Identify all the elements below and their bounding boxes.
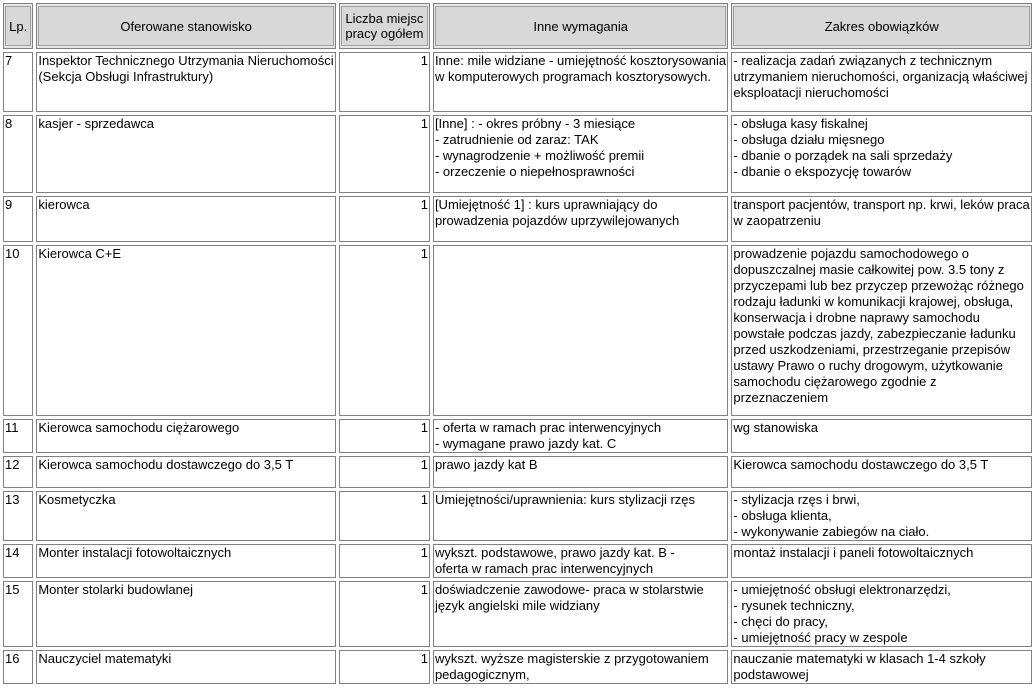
requirement-line: wykszt. wyższe magisterskie z przygotowaniem pedagogicznym, bbox=[434, 651, 709, 682]
duty-line: - chęci do pracy, bbox=[733, 614, 828, 629]
cell-requirements bbox=[433, 544, 728, 578]
requirement-line: Umiejętności/uprawnienia: kurs stylizacji rzęs bbox=[434, 492, 696, 507]
table-row bbox=[3, 491, 1032, 541]
cell-position: Kierowca samochodu ciężarowego bbox=[36, 419, 336, 453]
duty-line: - obsługa kasy fiskalnej bbox=[733, 116, 868, 131]
cell-lp: 12 bbox=[3, 456, 33, 488]
cell-position: Nauczyciel matematyki bbox=[36, 650, 336, 684]
cell-lp: 15 bbox=[3, 581, 33, 647]
cell-duties bbox=[731, 196, 1032, 242]
header-count: Liczba miejsc pracy ogółem bbox=[339, 3, 430, 49]
requirement-line: - zatrudnienie od zaraz: TAK bbox=[434, 132, 599, 147]
cell-position: Inspektor Technicznego Utrzymania Nieruchomości (Sekcja Obsługi Infrastruktury) bbox=[36, 52, 336, 112]
cell-lp: 10 bbox=[3, 245, 33, 416]
duty-line: - wykonywanie zabiegów na ciało. bbox=[733, 524, 930, 539]
cell-requirements bbox=[433, 245, 728, 416]
cell-position: Kierowca samochodu dostawczego do 3,5 T bbox=[36, 456, 336, 488]
cell-position: Kierowca C+E bbox=[36, 245, 336, 416]
cell-count: 1 bbox=[339, 650, 430, 684]
cell-requirements bbox=[433, 491, 728, 541]
duty-line: - obsługa działu mięsnego bbox=[733, 132, 885, 147]
table-row bbox=[3, 581, 1032, 647]
cell-duties bbox=[731, 115, 1032, 193]
duty-line: Kierowca samochodu dostawczego do 3,5 T bbox=[733, 457, 989, 472]
table-row bbox=[3, 245, 1032, 416]
table-row bbox=[3, 52, 1032, 112]
header-lp: Lp. bbox=[3, 3, 33, 49]
cell-requirements bbox=[433, 456, 728, 488]
cell-position: kierowca bbox=[36, 196, 336, 242]
requirement-line: oferta w ramach prac interwencyjnych bbox=[434, 561, 654, 576]
cell-duties bbox=[731, 581, 1032, 647]
table-row bbox=[3, 196, 1032, 242]
cell-requirements bbox=[433, 581, 728, 647]
cell-requirements bbox=[433, 650, 728, 684]
duty-line: nauczanie matematyki w klasach 1-4 szkoły podstawowej bbox=[733, 651, 986, 682]
cell-lp: 9 bbox=[3, 196, 33, 242]
table-header-row bbox=[3, 3, 1032, 49]
header-position: Oferowane stanowisko bbox=[36, 3, 336, 49]
cell-position: Monter instalacji fotowoltaicznych bbox=[36, 544, 336, 578]
cell-lp: 7 bbox=[3, 52, 33, 112]
requirement-line: Inne: mile widziane - umiejętność kosztorysowania w komputerowych programach kosztorysowych. bbox=[434, 53, 727, 84]
cell-count: 1 bbox=[339, 245, 430, 416]
cell-count: 1 bbox=[339, 419, 430, 453]
cell-lp: 8 bbox=[3, 115, 33, 193]
cell-lp: 13 bbox=[3, 491, 33, 541]
requirement-line: - wynagrodzenie + możliwość premii bbox=[434, 148, 645, 163]
table-row bbox=[3, 115, 1032, 193]
duty-line: wg stanowiska bbox=[733, 420, 818, 435]
requirement-line: - oferta w ramach prac interwencyjnych bbox=[434, 420, 662, 435]
duty-line: transport pacjentów, transport np. krwi, leków praca w zaopatrzeniu bbox=[733, 197, 1030, 228]
table-row bbox=[3, 650, 1032, 684]
cell-count: 1 bbox=[339, 581, 430, 647]
cell-count: 1 bbox=[339, 52, 430, 112]
cell-count: 1 bbox=[339, 544, 430, 578]
cell-lp: 11 bbox=[3, 419, 33, 453]
cell-count: 1 bbox=[339, 115, 430, 193]
table-row bbox=[3, 456, 1032, 488]
duty-line: - umiejętność pracy w zespole bbox=[733, 630, 908, 645]
cell-duties bbox=[731, 491, 1032, 541]
cell-count: 1 bbox=[339, 491, 430, 541]
cell-duties bbox=[731, 544, 1032, 578]
cell-count: 1 bbox=[339, 456, 430, 488]
duty-line: - umiejętność obsługi elektronarzędzi, bbox=[733, 582, 951, 597]
duty-line: - dbanie o porządek na sali sprzedaży bbox=[733, 148, 953, 163]
cell-duties bbox=[731, 245, 1032, 416]
header-duties: Zakres obowiązków bbox=[731, 3, 1032, 49]
cell-requirements bbox=[433, 52, 728, 112]
cell-duties bbox=[731, 650, 1032, 684]
requirement-line: doświadczenie zawodowe- praca w stolarstwie bbox=[434, 582, 704, 597]
cell-position: kasjer - sprzedawca bbox=[36, 115, 336, 193]
duty-line: - realizacja zadań związanych z technicznym utrzymaniem nieruchomości, organizacją właściwej eksploatacji nieruchomości bbox=[733, 53, 1028, 100]
cell-position: Monter stolarki budowlanej bbox=[36, 581, 336, 647]
requirement-line: [Inne] : - okres próbny - 3 miesiące bbox=[434, 116, 636, 131]
cell-position: Kosmetyczka bbox=[36, 491, 336, 541]
cell-requirements bbox=[433, 419, 728, 453]
header-requirements: Inne wymagania bbox=[433, 3, 728, 49]
cell-requirements bbox=[433, 196, 728, 242]
requirement-line: prawo jazdy kat B bbox=[434, 457, 538, 472]
cell-duties bbox=[731, 419, 1032, 453]
requirement-line: - orzeczenie o niepełnosprawności bbox=[434, 164, 635, 179]
table-row bbox=[3, 544, 1032, 578]
duty-line: prowadzenie pojazdu samochodowego o dopuszczalnej masie całkowitej pow. 3.5 tony z przyczepami lub bez przyczep przewożąc różnego rodzaju ładunki w komunikacji krajowej, obsługa, konserwacja i drobne naprawy samochodu powstałe podczas jazdy, zabezpieczanie ładunku przed uszkodzeniami, przestrzeganie przepisów ustawy Prawo o ruchy drogowym, użytkowanie samochodu ciężarowego zgodnie z przeznaczeniem bbox=[733, 246, 1024, 405]
cell-requirements bbox=[433, 115, 728, 193]
cell-lp: 16 bbox=[3, 650, 33, 684]
duty-line: - stylizacja rzęs i brwi, bbox=[733, 492, 860, 507]
requirement-line: - wymagane prawo jazdy kat. C bbox=[434, 436, 617, 451]
requirement-line: język angielski mile widziany bbox=[434, 598, 600, 613]
cell-duties bbox=[731, 456, 1032, 488]
duty-line: - rysunek techniczny, bbox=[733, 598, 855, 613]
requirement-line: wykszt. podstawowe, prawo jazdy kat. B - bbox=[434, 545, 675, 560]
requirement-line: [Umiejętność 1] : kurs uprawniający do prowadzenia pojazdów uprzywilejowanych bbox=[434, 197, 680, 228]
cell-lp: 14 bbox=[3, 544, 33, 578]
cell-duties bbox=[731, 52, 1032, 112]
duty-line: - dbanie o ekspozycję towarów bbox=[733, 164, 912, 179]
table-row bbox=[3, 419, 1032, 453]
cell-count: 1 bbox=[339, 196, 430, 242]
duty-line: montaż instalacji i paneli fotowoltaicznych bbox=[733, 545, 974, 560]
duty-line: - obsługa klienta, bbox=[733, 508, 832, 523]
